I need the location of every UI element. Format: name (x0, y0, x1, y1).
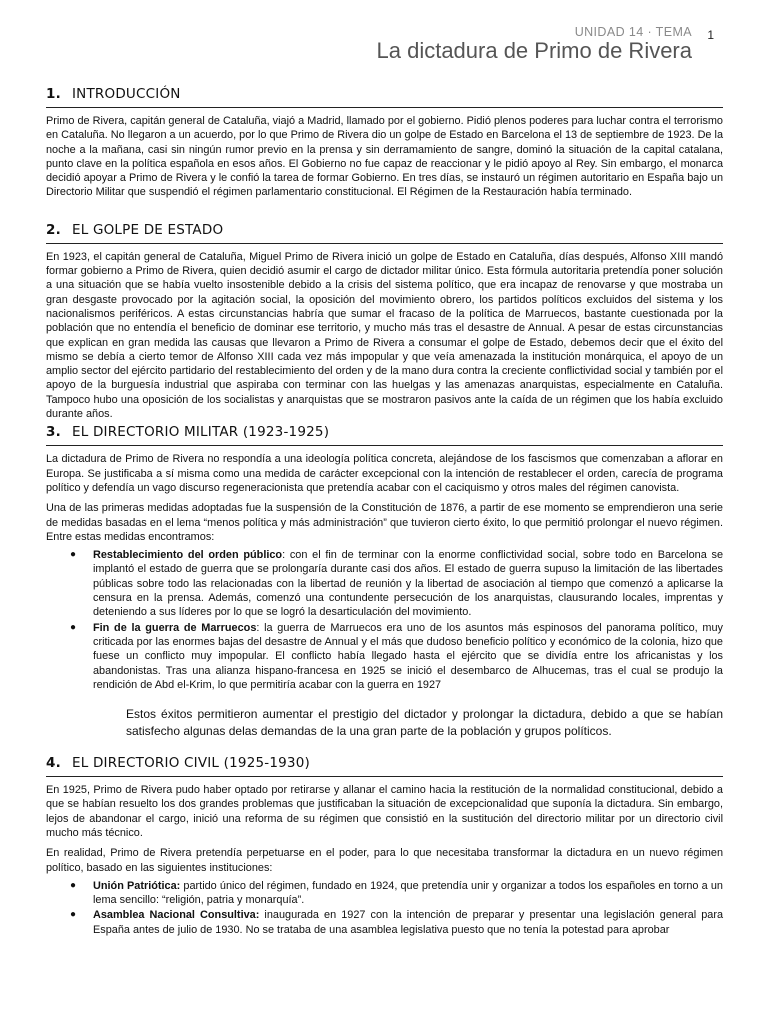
section-title: INTRODUCCIÓN (72, 86, 181, 102)
document-body (46, 86, 723, 938)
bullet-term: Unión Patriótica: (93, 879, 181, 892)
section-heading (46, 222, 723, 244)
bullet-icon: ● (70, 621, 77, 633)
list-item (46, 548, 723, 619)
section-golpe-de-estado (46, 222, 723, 422)
section-number: 4. (46, 755, 61, 772)
bullet-text: partido único del régimen, fundado en 1924, que pretendía unir y organizar a todos los españoles en torno a un lema sencillo: “religión, patria y monarquía”. (93, 879, 723, 907)
bullet-icon: ● (70, 549, 77, 561)
section-directorio-civil (46, 755, 723, 937)
section-heading (46, 755, 723, 777)
section-introduccion (46, 86, 723, 200)
list-item (46, 621, 723, 692)
section-number: 2. (46, 221, 61, 238)
bullet-text: : la guerra de Marruecos era uno de los asuntos más espinosos del panorama político, muy criticada por las enormes bajas del desastre de Annual y el más que dudoso beneficio político y económico de la colonia, hizo que fuese un conflicto muy impopular. El conflicto había llegado hasta el ejército que se dividía entre los africanistas y los abandonistas. Tras una alianza hispano-francesa en 1925 se inició el desembarco de Alhucemas, tras el cual se produjo la rendición de Abd el-Krim, lo que permitiría acabar con la guerra en 1927 (93, 621, 723, 691)
section-number: 3. (46, 424, 61, 441)
bullet-text: inaugurada en 1927 con la intención de preparar y presentar una legislación general para España antes de julio de 1930. No se trataba de una asamblea legislativa puesto que no tenía la potestad para aprobar (93, 909, 724, 936)
bullet-text: : con el fin de terminar con la enorme conflictividad social, sobre todo en Barcelona se implantó el estado de guerra que se prolongaría durante casi dos años. El estado de guerra supuso la limitación de las libertades públicas sobre todo las relacionadas con la libertad de reunión y la libertad de asociación al tiempo que comenzó a aplicarse la censura en la prensa. Además, comenzó una contundente persecución de los anarquistas, clausurando locales, imprentas y deteniendo a sus líderes por lo que se logró la desarticulación del movimiento. (93, 549, 723, 619)
paragraph: Primo de Rivera, capitán general de Cataluña, viajó a Madrid, llamado por el gobierno. Pidió plenos poderes para luchar contra el terrorismo en Cataluña. No llegaron a un acuerdo, por lo que Primo de Rivera dio un golpe de Estado en Barcelona el 13 de septiembre de 1923. De la noche a la mañana, casi sin ningún rumor previo en la prensa y sin derramamiento de sangre, dominó la situación de la capital catalana, punto clave en la política española en esos años. El Gobierno no fue capaz de reaccionar y le pidió apoyo al Rey. Sin embargo, el monarca decidió apoyar a Primo de Rivera y le confió la tarea de formar Gobierno. En tres días, se instauró un régimen autoritario en España bajo un Directorio Militar que suspendió el régimen parlamentario constitucional. El Régimen de la Restauración había terminado. (46, 115, 723, 199)
list-item (46, 908, 723, 937)
document-title: La dictadura de Primo de Rivera (376, 38, 692, 63)
bullet-term: Restablecimiento del orden público (93, 549, 283, 562)
paragraph: Una de las primeras medidas adoptadas fue la suspensión de la Constitución de 1876, a partir de ese momento se emprendieron una serie de medidas basadas en el lema “menos política y más administración” que tuvieron cierto éxito, lo que permitió prolongar el nuevo régimen. Entre estas medidas encontramos: (46, 502, 723, 543)
bullet-icon: ● (70, 909, 77, 921)
page-number: 1 (707, 28, 714, 42)
bullet-term: Fin de la guerra de Marruecos (93, 621, 257, 634)
section-heading (46, 86, 723, 108)
bullet-term: Asamblea Nacional Consultiva: (93, 909, 260, 922)
section-title: EL GOLPE DE ESTADO (72, 221, 224, 238)
bullet-list (46, 879, 723, 937)
bullet-icon: ● (70, 879, 77, 891)
callout-paragraph: Estos éxitos permitieron aumentar el prestigio del dictador y prolongar la dictadura, debido a que se habían satisfecho algunas delas demandas de la una gran parte de la población y grupos políticos. (126, 707, 723, 739)
bullet-list (46, 548, 723, 692)
paragraph: En 1923, el capitán general de Cataluña, Miguel Primo de Rivera inició un golpe de Estado en Cataluña, días después, Alfonso XIII mandó formar gobierno a Primo de Rivera, quien decidió asumir el cargo de dictador militar único. Esta fórmula autoritaria pretendía poner solución a una situación que se había vuelto insostenible debido a la crisis del sistema político, que era incapaz de renovarse y que mostraba un gran desgaste provocado por la agitación social, la oposición del movimiento obrero, los partidos políticos excluidos del sistema y los nacionalismos periféricos. A estas circunstancias habría que sumar el fracaso de la política de Marruecos, bastante cuestionada por la población que no entendía el beneficio de dominar ese territorio, y mucho más tras el desastre de Annual. A pesar de estas circunstancias que explican en gran medida las causas que llevaron a Primo de Rivera a consumar el golpe de Estado, debemos decir que el éxito del mismo se debía a cierto temor de Alfonso XIII cada vez más impopular y que veía amenazada la institución monárquica, el apoyo de un amplio sector del ejército partidario del restablecimiento del orden y de la mano dura contra la creciente conflictividad social y también por el apoyo de la burguesía industrial que aspiraba con terminar con las huelgas y las amenazas anarquistas, especialmente en Cataluña. Tampoco hubo una oposición de los socialistas y anarquistas que se mostraron pasivos ante la caída de un régimen que los había excluido durante años. (46, 250, 723, 421)
list-item (46, 879, 723, 908)
paragraph: La dictadura de Primo de Rivera no respondía a una ideología política concreta, alejándose de los fascismos que comenzaban a aflorar en Europa. Se justificaba a sí misma como una medida de carácter excepcional con la intención de restablecer el orden, carecía de programa político y defendía un vago discurso regeneracionista que pretendía acabar con el caciquismo y otros males del régimen canovista. (46, 453, 723, 494)
unit-label: UNIDAD 14 · TEMA (574, 25, 692, 39)
section-title: EL DIRECTORIO CIVIL (1925-1930) (72, 755, 310, 772)
section-directorio-militar (46, 424, 723, 740)
paragraph: En realidad, Primo de Rivera pretendía perpetuarse en el poder, para lo que necesitaba transformar la dictadura en un nuevo régimen político, basado en las siguientes instituciones: (46, 847, 723, 874)
section-heading (46, 424, 723, 446)
paragraph: En 1925, Primo de Rivera pudo haber optado por retirarse y allanar el camino hacia la restitución de la normalidad constitucional, debido a que se habían resuelto los dos grandes problemas que justificaban la situación de excepcionalidad que suponía la dictadura. Sin embargo, lejos de abandonar el cargo, inició una reforma de su régimen que consistió en la sustitución del directorio militar por un directorio civil mucho más técnico. (46, 784, 723, 839)
section-title: EL DIRECTORIO MILITAR (1923-1925) (72, 424, 330, 441)
section-number: 1. (46, 86, 61, 102)
